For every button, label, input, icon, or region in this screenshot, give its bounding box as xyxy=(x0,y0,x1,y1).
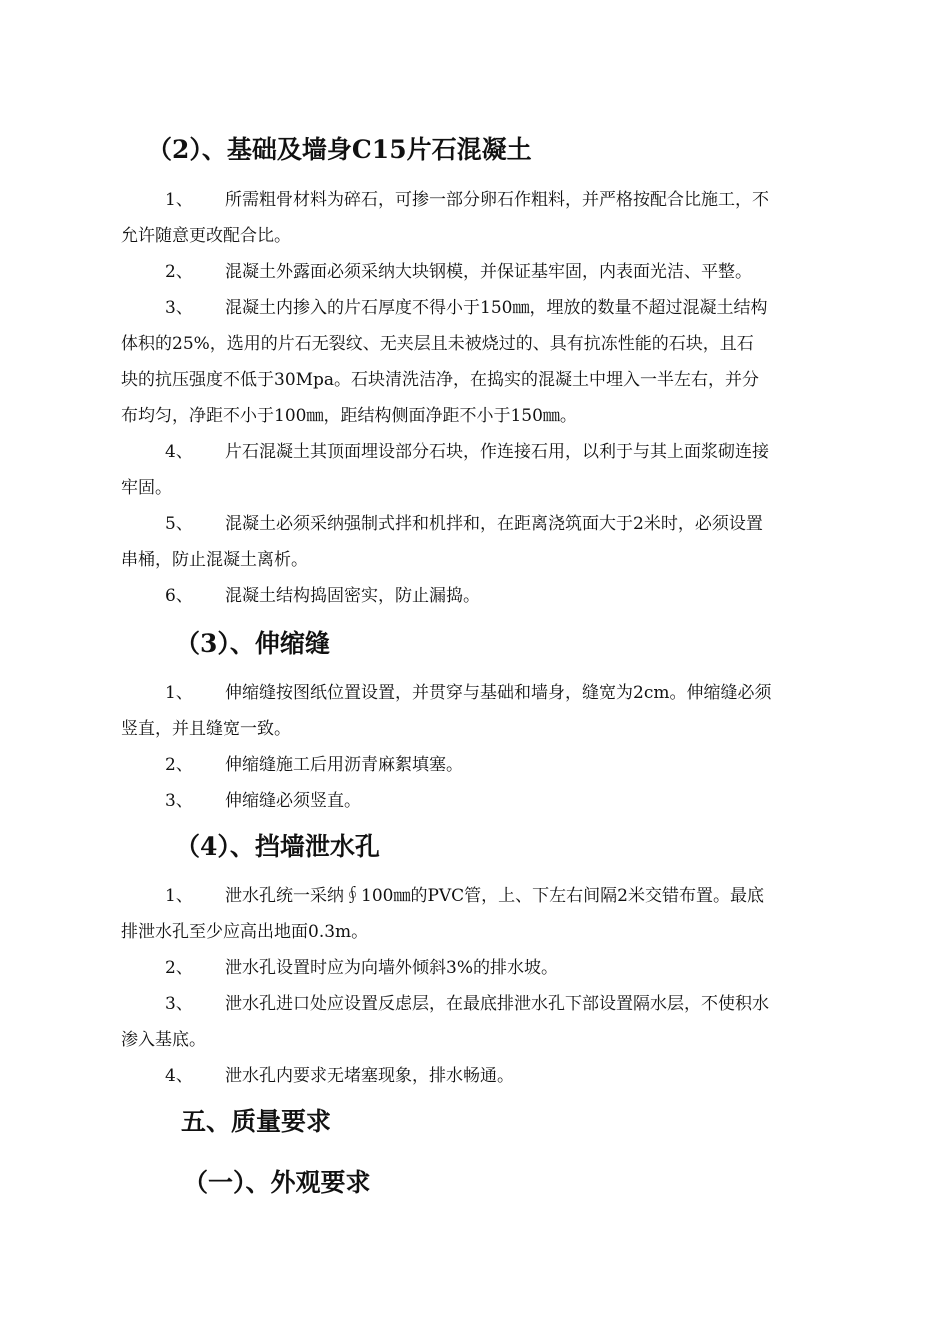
list-item xyxy=(121,878,837,950)
item-text: 布均匀，净距不小于100㎜，距结构侧面净距不小于150㎜。 xyxy=(121,406,577,426)
item-text: 排泄水孔至少应高出地面0.3m。 xyxy=(121,922,369,942)
item-text: 竖直，并且缝宽一致。 xyxy=(121,719,291,739)
item-text: 渗入基底。 xyxy=(121,1030,206,1050)
item-text: 牢固。 xyxy=(121,478,172,498)
list-item xyxy=(121,783,837,819)
list-item xyxy=(121,950,837,986)
section-heading-3: （3）、伸缩缝 xyxy=(175,629,330,658)
item-number: 3、 xyxy=(165,298,193,318)
item-number: 3、 xyxy=(165,994,193,1014)
item-number: 4、 xyxy=(165,1066,193,1086)
item-text: 允许随意更改配合比。 xyxy=(121,226,291,246)
item-text: 块的抗压强度不低于30Mpa。石块清洗洁净，在捣实的混凝土中埋入一半左右，并分 xyxy=(121,370,760,390)
item-text: 泄水孔内要求无堵塞现象，排水畅通。 xyxy=(225,1066,514,1086)
section-heading-2: （2）、基础及墙身C15片石混凝土 xyxy=(147,135,532,164)
list-item xyxy=(121,747,837,783)
list-item xyxy=(121,182,837,254)
list-item xyxy=(121,506,837,578)
item-text: 泄水孔设置时应为向墙外倾斜3%的排水坡。 xyxy=(225,958,558,978)
list-item xyxy=(121,434,837,506)
item-text: 片石混凝土其顶面埋设部分石块，作连接石用，以利于与其上面浆砌连接 xyxy=(225,442,769,462)
item-text: 体积的25%，选用的片石无裂纹、无夹层且未被烧过的、具有抗冻性能的石块，且石 xyxy=(121,334,754,354)
list-item xyxy=(121,290,837,434)
item-number: 1、 xyxy=(165,683,193,703)
chapter-heading: 五、质量要求 xyxy=(181,1107,332,1136)
item-number: 6、 xyxy=(165,586,193,606)
item-text: 伸缩缝按图纸位置设置，并贯穿与基础和墙身，缝宽为2cm。伸缩缝必须 xyxy=(225,683,772,703)
item-text: 混凝土结构捣固密实，防止漏捣。 xyxy=(225,586,480,606)
list-item xyxy=(121,1058,837,1094)
item-text: 所需粗骨材料为碎石，可掺一部分卵石作粗料，并严格按配合比施工，不 xyxy=(225,190,769,210)
list-item xyxy=(121,578,837,614)
item-number: 3、 xyxy=(165,791,193,811)
item-text: 串桶，防止混凝土离析。 xyxy=(121,550,308,570)
item-text: 泄水孔统一采纳∮100㎜的PVC管，上、下左右间隔2米交错布置。最底 xyxy=(225,886,764,906)
item-number: 2、 xyxy=(165,958,193,978)
item-number: 2、 xyxy=(165,262,193,282)
item-text: 混凝土内掺入的片石厚度不得小于150㎜，埋放的数量不超过混凝土结构 xyxy=(225,298,768,318)
item-text: 混凝土必须采纳强制式拌和机拌和，在距离浇筑面大于2米时，必须设置 xyxy=(225,514,763,534)
item-text: 泄水孔进口处应设置反虑层，在最底排泄水孔下部设置隔水层，不使积水 xyxy=(225,994,769,1014)
item-text: 伸缩缝施工后用沥青麻絮填塞。 xyxy=(225,755,463,775)
item-text: 混凝土外露面必须采纳大块钢模，并保证基牢固，内表面光洁、平整。 xyxy=(225,262,752,282)
item-number: 5、 xyxy=(165,514,193,534)
item-text: 伸缩缝必须竖直。 xyxy=(225,791,361,811)
list-item xyxy=(121,675,837,747)
item-number: 1、 xyxy=(165,886,193,906)
list-item xyxy=(121,986,837,1058)
list-item xyxy=(121,254,837,290)
section-heading-4: （4）、挡墙泄水孔 xyxy=(175,832,380,861)
item-number: 2、 xyxy=(165,755,193,775)
item-number: 1、 xyxy=(165,190,193,210)
subsection-heading: （一）、外观要求 xyxy=(183,1168,371,1197)
item-number: 4、 xyxy=(165,442,193,462)
